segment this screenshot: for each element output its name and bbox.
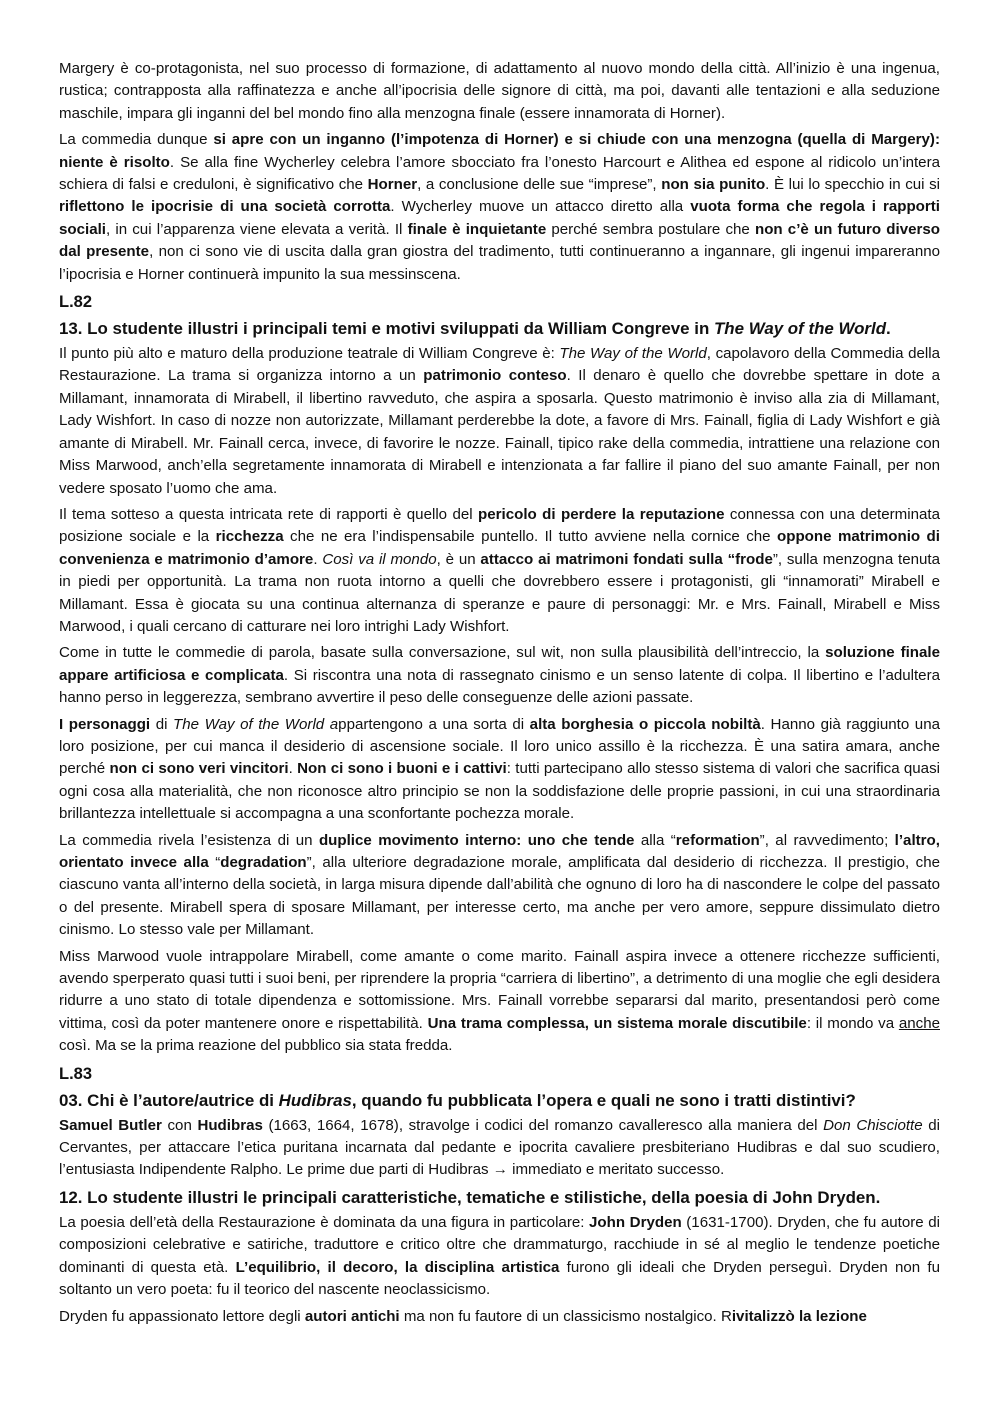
bold-text-run: attacco ai matrimoni fondati sulla “frode (480, 550, 773, 568)
text-run: di (150, 715, 174, 733)
text-run: . Wycherley muove un attacco diretto alla (390, 198, 691, 216)
text-run: Il punto più alto e maturo della produzione teatrale di William Congreve è: (59, 345, 560, 363)
paragraph-personaggi (59, 714, 940, 826)
text-run: La poesia dell’età della Restaurazione è dominata da una figura in particolare: (59, 1213, 590, 1231)
text-run: 12. Lo studente illustri le principali caratteristiche, tematiche e stilistiche, della poesia di John Dryden. (59, 1187, 881, 1207)
text-run: . Hanno già raggiunto una loro posizione, per cui manca il desiderio di ascensione sociale. Il loro unico assillo è la ricchezza. È una satira amara, anche perché (59, 715, 940, 778)
paragraph-dryden-intro (59, 1212, 940, 1302)
text-run: Il tema sotteso a questa intricata rete di rapporti è quello del (59, 505, 479, 523)
text-run: La commedia rivela l’esistenza di un (59, 831, 319, 849)
bold-text-run: John Dryden (589, 1213, 682, 1231)
text-run: . Se alla fine Wycherley celebra l’amore sbocciato fra l’onesto Harcourt e Alithea ed espone al ridicolo un’intera schiera di falsi e creduloni, è significativo che (59, 153, 940, 194)
bold-text-run: L’equilibrio, il decoro, la disciplina artistica (235, 1258, 560, 1276)
text-run: ”, al ravvedimento; (759, 831, 895, 849)
text-run: . Il denaro è quello che dovrebbe spettare in dote a Millamant, innamorata di Mirabell, il libertino ravveduto, che aspira a sposarla. Questo matrimonio è inviso alla zia di Millamant, Lady Wishfort. In caso di nozze non autorizzate, Millamant perderebbe la dote, a favore di Mrs. Fainall, figlia di Lady Wishfort e già amante di Mirabell. Mr. Fainall cerca, invece, di favorire le nozze. Fainall, tipico rake della commedia, intrattiene una relazione con Miss Marwood, anch’ella segretamente innamorata di Mirabell e intenzionata a far fallire il piano del suo amante Fainall, per non vedere sposato l’uomo che ama. (59, 367, 941, 497)
text-run: 03. Chi è l’autore/autrice di (59, 1090, 279, 1110)
bold-text-run: I personaggi (59, 715, 151, 733)
bold-text-run: Hudibras (197, 1116, 263, 1134)
paragraph-commedia-inganno (59, 129, 940, 286)
text-run: di Cervantes, per attaccare l’etica puritana incarnata dal pedante e ipocrita cavaliere presbiteriano Hudibras e dal suo scudiero, l’entusiasta Indipendente Ralpho. Le prime due parti di Hudibras → immediato e meritato successo. (59, 1116, 940, 1179)
text-run: , a conclusione delle sue “imprese”, (417, 176, 662, 194)
bold-text-run: Non ci sono i buoni e i cattivi (297, 760, 507, 778)
bold-text-run: patrimonio conteso (423, 367, 567, 385)
section-code-l82: L.82 (59, 293, 93, 312)
italic-text-run: Don Chisciotte (823, 1116, 923, 1134)
text-run: . È lui lo specchio in cui si (765, 176, 941, 194)
paragraph-dryden-antichi (59, 1306, 940, 1328)
text-run: Miss Marwood vuole intrappolare Mirabell, come amante o come marito. Fainall aspira invece a ottenere ricchezze sufficienti, avendo sperperato quasi tutti i suoi beni, per riprendere la propria “carriera di libertino”, a detrimento di una moglie che egli desidera ridurre a uno stato di totale dipendenza e sottomissione. Mrs. Fainall vorrebbe separarsi dal marito, presentandosi però come vittima, così da poter mantenere onore e rispettabilità. (59, 947, 940, 1032)
bold-text-run: Samuel Butler (59, 1116, 162, 1134)
bold-text-run: vuota forma che regola i rapporti sociali (59, 198, 940, 238)
paragraph-miss-marwood (59, 946, 940, 1058)
text-run: connessa con una determinata posizione sociale e la (59, 505, 940, 546)
italic-text-run: The Way of the World (713, 319, 887, 339)
bold-text-run: non c’è un futuro diverso dal presente (59, 220, 940, 261)
italic-text-run: The Way of the World a (173, 715, 339, 733)
bold-text-run: duplice movimento interno: uno che tende (318, 831, 635, 849)
text-run: così. Ma se la prima reazione del pubblico sia stata fredda. (59, 1037, 453, 1055)
bold-text-run: soluzione finale appare artificiosa e complicata (59, 644, 940, 684)
text-run: che ne era l’indispensabile puntello. Il tutto avviene nella cornice che (283, 528, 778, 546)
text-run: con (161, 1116, 198, 1134)
italic-text-run: Hudibras (278, 1090, 352, 1110)
text-run: ppartengono a una sorta di (338, 715, 530, 733)
text-run: Margery è co-protagonista, nel suo processo di formazione, di adattamento al nuovo mondo della città. All’inizio è una ingenua, rustica; contrapposta alla raffinatezza e anche all’ipocrisia delle signore di città, ma poi, davanti alle tentazioni e alla seduzione maschile, impara gli inganni del bel mondo fino alla menzogna finale (essere innamorata di Horner). (59, 60, 940, 122)
text-run: . Si riscontra una nota di rassegnato cinismo e un senso latente di colpa. Il libertino e l’adultera hanno perso in leggerezza, sembrano avvertire il peso delle conseguenze delle azioni passate. (59, 666, 940, 707)
bold-text-run: finale è inquietante (407, 220, 547, 238)
paragraph-congreve-trama (59, 343, 940, 500)
bold-text-run: alta borghesia o piccola nobiltà (529, 715, 761, 733)
text-run: , non ci sono vie di uscita dalla gran giostra del tradimento, tutti continueranno a ingannare, gli ingenui impareranno l’ipocrisia e Horner continuerà impunito la sua messinscena. (59, 243, 941, 283)
text-run: : tutti partecipano allo stesso sistema di valori che sacrifica quasi ogni cosa alla materialità, che non riconosce altro principio se non la soddisfazione delle proprie passioni, in cui una straordinaria brillantezza intellettuale si accompagna a una sconfortante pochezza morale. (59, 760, 940, 823)
question-03-hudibras (59, 1089, 940, 1113)
text-run: , capolavoro della Commedia della Restaurazione. La trama si organizza intorno a un (59, 345, 940, 385)
section-code-l83: L.83 (59, 1064, 93, 1083)
italic-text-run: Così va il mondo (322, 550, 437, 568)
bold-text-run: pericolo di perdere la reputazione (478, 505, 725, 523)
bold-text-run: ricchezza (215, 528, 284, 546)
text-run: , in cui l’apparenza viene elevata a verità. Il (105, 220, 408, 238)
text-run: (1631-1700). Dryden, che fu autore di composizioni celebrative e satiriche, traduttore e critico oltre che drammaturgo, racchiude in sé al meglio le tendenze poetiche dominanti di questa età. (59, 1213, 940, 1276)
text-run: ”, alla ulteriore degradazione morale, amplificata dal desiderio di ricchezza. Il prestigio, che ciascuno vanta all’interno della società, in larga misura dipende dall’abilità che ognuno di loro ha di nascondere le colpe del passato o del presente. Mirabell spera di sposare Millamant, per interesse certo, ma anche per vero amore, seppure dissimulato dietro cinismo. Lo stesso vale per Millamant. (59, 854, 941, 939)
text-run: Dryden fu appassionato lettore degli (59, 1307, 305, 1325)
paragraph-soluzione-finale (59, 642, 940, 709)
bold-text-run: Horner (367, 176, 418, 194)
text-run: : il mondo va (806, 1014, 899, 1032)
paragraph-duplice-movimento (59, 830, 940, 942)
bold-text-run: si apre con un inganno (l’impotenza di Horner) e si chiude con una menzogna (quella di Margery): niente è risolto (59, 131, 940, 171)
text-run: furono gli ideali che Dryden perseguì. Dryden non fu soltanto un vero poeta: fu il teorico del nascente neoclassicismo. (59, 1258, 940, 1299)
question-13-congreve (59, 317, 940, 341)
bold-text-run: non ci sono veri vincitori (109, 760, 289, 778)
bold-text-run: ivitalizzò la lezione (731, 1307, 867, 1325)
text-run: ma non fu fautore di un classicismo nostalgico. R (399, 1307, 732, 1325)
italic-text-run: The Way of the World (559, 345, 707, 363)
bold-text-run: oppone matrimonio di convenienza e matrimonio d’amore (59, 528, 940, 568)
text-run: ”, sulla menzogna tenuta in piedi per opportunità. La trama non ruota intorno a quelli che dovrebbero essere i protagonisti, gli “innamorati” Mirabell e Millamant. Essa è giocata su una continua alternanza di speranze e paure di personaggi: Mr. e Mrs. Fainall, Mirabell e Miss Marwood, i quali cercano di catturare nei loro intrighi Lady Wishfort. (59, 550, 941, 635)
text-run: “ (208, 854, 221, 871)
paragraph-margery (59, 58, 940, 125)
text-run: , quando fu pubblicata l’opera e quali ne sono i tratti distintivi? (351, 1090, 856, 1110)
text-run: perché sembra postulare che (546, 220, 755, 238)
question-12-dryden (59, 1186, 940, 1210)
bold-text-run: reformation (675, 831, 760, 849)
text-run: La commedia dunque (59, 131, 214, 149)
paragraph-butler (59, 1115, 940, 1182)
bold-text-run: Una trama complessa, un sistema morale discutibile (427, 1014, 807, 1032)
bold-text-run: autori antichi (304, 1307, 400, 1325)
bold-text-run: degradation (220, 854, 307, 871)
underlined-text-run: anche (898, 1014, 940, 1032)
bold-text-run: riflettono le ipocrisie di una società corrotta (59, 198, 391, 216)
text-run: Come in tutte le commedie di parola, basate sulla conversazione, sul wit, non sulla plausibilità dell’intreccio, la (59, 644, 826, 662)
paragraph-tema-reputazione (59, 504, 940, 638)
text-run: . (886, 319, 891, 339)
text-run: alla “ (634, 831, 676, 849)
text-run: 13. Lo studente illustri i principali temi e motivi sviluppati da William Congreve in (59, 319, 714, 339)
bold-text-run: l’altro, orientato invece alla (59, 831, 940, 871)
text-run: . (288, 760, 298, 778)
text-run: . (313, 550, 323, 568)
text-run: , è un (436, 550, 481, 568)
text-run: (1663, 1664, 1678), stravolge i codici del romanzo cavalleresco alla maniera del (262, 1116, 824, 1134)
bold-text-run: non sia punito (661, 176, 766, 194)
